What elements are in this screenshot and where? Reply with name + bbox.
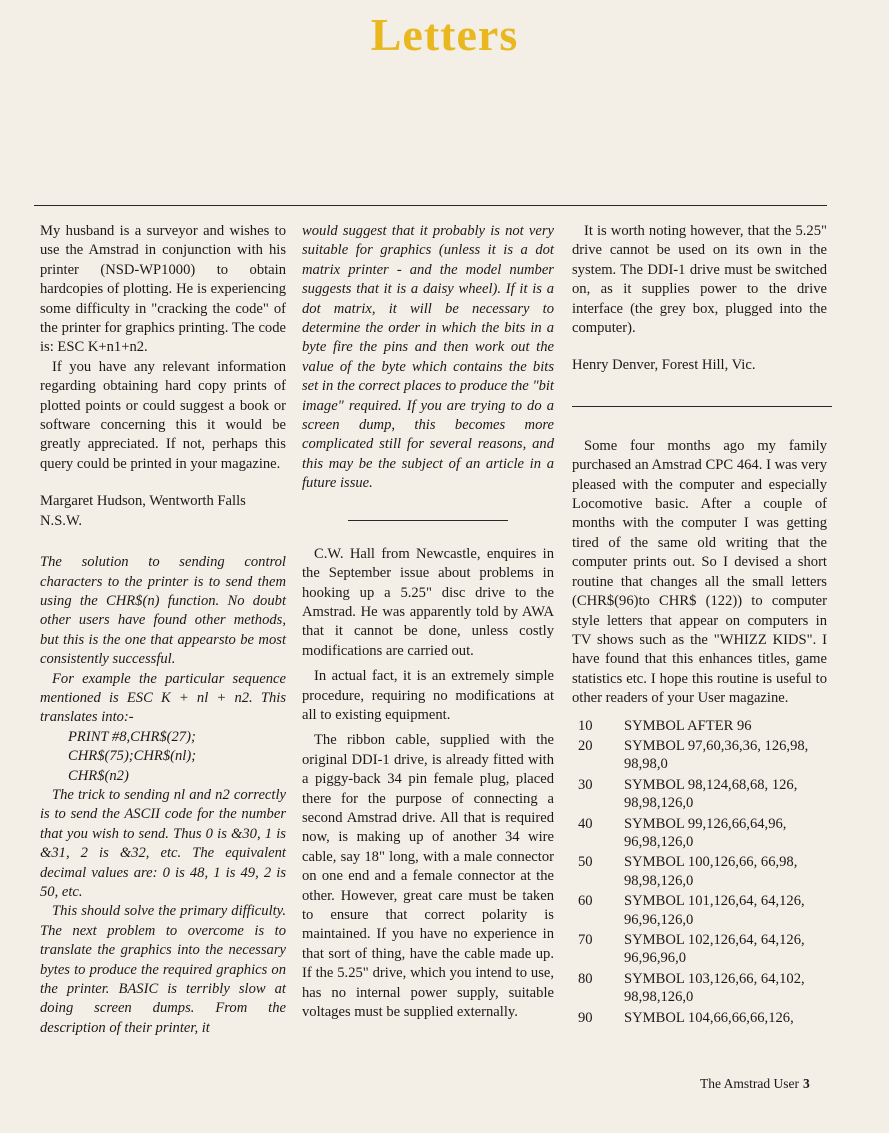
listing-row — [572, 970, 827, 1009]
listing-row — [572, 815, 827, 854]
letter-separator — [348, 520, 508, 521]
listing-row — [572, 853, 827, 892]
signature-line-2: N.S.W. — [40, 512, 83, 529]
letter-2-paragraph-2: In actual fact, it is an extremely simple procedure, requiring no modifications at all to existing equipment. — [302, 668, 554, 723]
letter-1-paragraph-2: If you have any relevant information regarding obtaining hard copy prints of plotted points or could suggest a book or software concerning this it would be greatly appreciated. If not, perhaps this query could be printed in your magazine. — [40, 358, 286, 472]
line-code: SYMBOL 104,66,66,66,126, — [624, 1009, 794, 1026]
column-1 — [40, 222, 286, 1038]
line-number: 60 — [578, 893, 593, 910]
line-code: SYMBOL 101,126,64, 64,126, 96,96,126,0 — [624, 893, 805, 928]
signature-line-1: Margaret Hudson, Wentworth Falls — [40, 493, 246, 510]
code-line-1: PRINT #8,CHR$(27); — [68, 728, 196, 745]
page-title: Letters — [370, 9, 519, 60]
letter-2-paragraph-3: The ribbon cable, supplied with the original DDI-1 drive, is already fitted with a piggy-back 34 pin female plug, placed there for the purpose of connecting a second Amstrad drive. All that is required now, is making up of another 34 wire cable, say 18" long, with a male connector on one end and a female connector at the other. However, great care must be taken to ensure that correct polarity is maintained. If you have no experience in that sort of thing, have the cable made up. If the 5.25" drive, which you intend to use, has no internal power supply, suitable voltages must be supplied externally. — [302, 732, 554, 1021]
header-rule — [34, 205, 827, 206]
letter-3-paragraph-1: Some four months ago my family purchased an Amstrad CPC 464. I was very pleased with the computer and especially Locomotive basic. After a couple of months with the computer I was getting tired of the same old writing that the computer prints out. So I devised a short routine that changes all the small letters (CHR$(96)to CHR$ (122)) to computer style letters that appear on computers in TV shows such as the "WHIZZ KIDS". I have found that this enhances titles, game statistics etc. I hope this routine is useful to other readers of your User magazine. — [572, 437, 827, 707]
letter-2-signature: Henry Denver, Forest Hill, Vic. — [572, 357, 756, 374]
line-number: 30 — [578, 776, 593, 793]
line-number: 40 — [578, 815, 593, 832]
line-number: 10 — [578, 717, 593, 734]
line-code: SYMBOL 103,126,66, 64,102, 98,98,126,0 — [624, 970, 805, 1006]
publication-name: The Amstrad User — [700, 1076, 799, 1091]
line-number: 70 — [578, 932, 593, 948]
reply-1-paragraph-3: The trick to sending nl and n2 correctly is to send the ASCII code for the number that you wish to send. Thus 0 is &30, 1 is &31, 2 is &32, etc. The equivalent decimal values are: 0 is 48, 1 is 49, 2 is 50, etc. — [40, 786, 286, 900]
line-number: 90 — [578, 1009, 593, 1026]
code-snippet — [40, 728, 286, 786]
letter-separator — [572, 406, 832, 407]
page-number: 3 — [802, 1076, 810, 1091]
column-3 — [572, 222, 827, 1029]
letter-2-paragraph-1: C.W. Hall from Newcastle, enquires in the September issue about problems in hooking up a 5.25" disc drive to the Amstrad. He was apparently told by AWA that it cannot be done, unless costly modifications are carried out. — [302, 545, 554, 659]
letter-1-paragraph-1: My husband is a surveyor and wishes to use the Amstrad in conjunction with his printer (NSD-WP1000) to obtain hardcopies of plotting. He is experiencing some difficulty in "cracking the code" of the printer for graphics printing. The code is: ESC K+n1+n2. — [40, 223, 286, 356]
code-line-3: CHR$(n2) — [68, 767, 129, 784]
line-code: SYMBOL 100,126,66, 66,98, 98,98,126,0 — [624, 854, 798, 889]
listing-row — [572, 776, 827, 815]
reply-1-paragraph-5: would suggest that it probably is not very suitable for graphics (unless it is a dot matrix printer - and the model number suggests that it is a daisy wheel). If it is a dot matrix, it will be necessary to determine the order in which the bits in a byte fire the pins and then work out the value of the byte which contains the bits set in the correct places to produce the "bit image" required. If you are trying to do a screen dump, this becomes more complicated still for several reasons, and this may be the subject of an article in a future issue. — [302, 223, 554, 492]
reply-1-paragraph-2: For example the particular sequence mentioned is ESC K + nl + n2. This translates into:- — [40, 670, 286, 726]
reply-1-paragraph-4: This should solve the primary difficulty. The next problem to overcome is to translate the graphics into the necessary bytes to produce the required graphics on the printer. BASIC is terribly slow at doing screen dumps. From the description of their printer, it — [40, 903, 286, 1036]
line-code: SYMBOL 99,126,66,64,96, 96,98,126,0 — [624, 815, 787, 850]
letter-1-signature — [40, 492, 286, 531]
basic-listing — [572, 717, 827, 1030]
reply-1-paragraph-1: The solution to sending control characters to the printer is to send them using the CHR$(n) function. No doubt other users have found other methods, but this is the one that appearsto be most consistently successful. — [40, 554, 286, 668]
line-number: 80 — [578, 970, 593, 987]
listing-row — [572, 1009, 827, 1029]
page-footer — [700, 1076, 810, 1092]
line-code: SYMBOL 98,124,68,68, 126, 98,98,126,0 — [624, 776, 798, 812]
listing-row — [572, 892, 827, 931]
listing-row — [572, 737, 827, 776]
line-number: 50 — [578, 854, 593, 871]
column-2 — [302, 222, 554, 1022]
code-line-2: CHR$(75);CHR$(nl); — [68, 748, 197, 765]
letter-2-paragraph-4: It is worth noting however, that the 5.25" drive cannot be used on its own in the system. The DDI-1 drive must be switched on, as it supplies power to the drive interface (the grey box, plugged into the computer). — [572, 223, 827, 337]
listing-row — [572, 717, 827, 737]
line-number: 20 — [578, 737, 593, 754]
listing-row — [572, 931, 827, 970]
line-code: SYMBOL AFTER 96 — [624, 717, 752, 734]
line-code: SYMBOL 102,126,64, 64,126, 96,96,96,0 — [624, 932, 805, 967]
line-code: SYMBOL 97,60,36,36, 126,98, 98,98,0 — [624, 737, 809, 773]
